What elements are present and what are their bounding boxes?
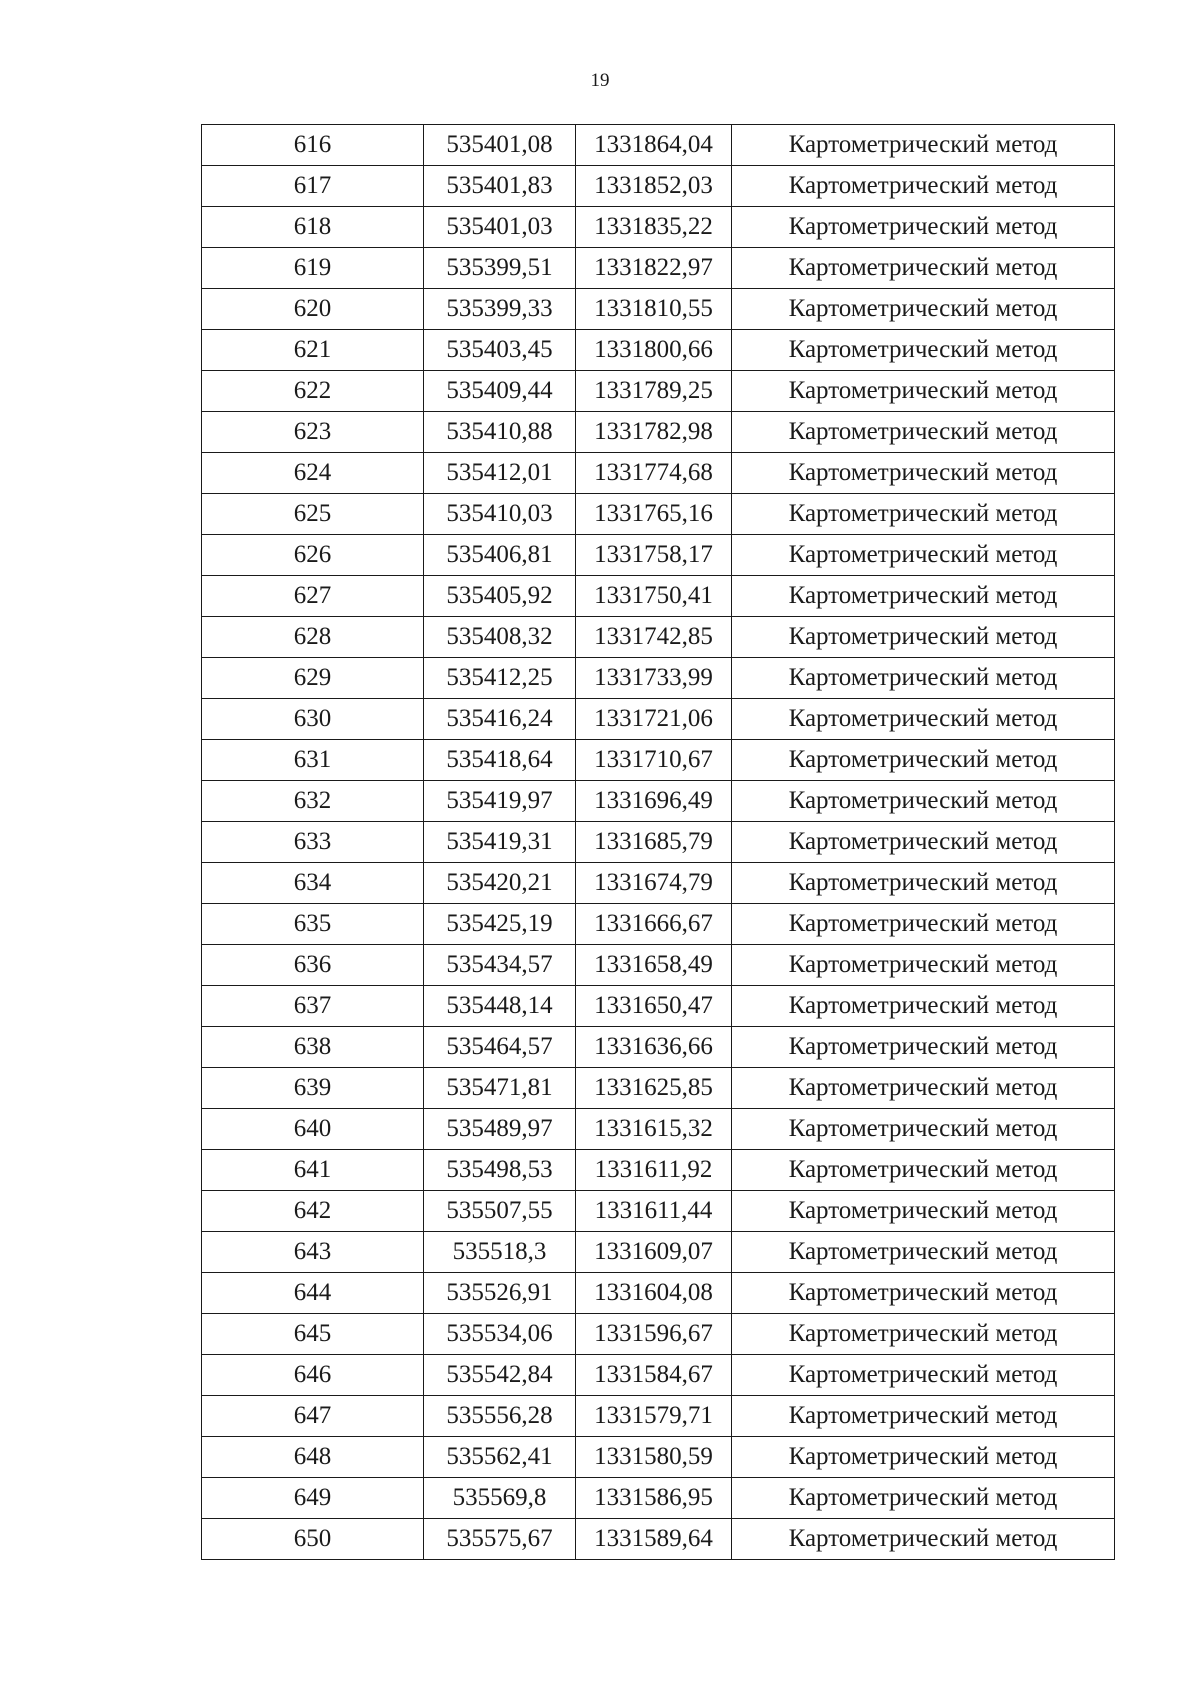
table-row <box>202 1314 1115 1355</box>
y-coordinate-cell: 1331750,41 <box>576 576 732 617</box>
point-number-cell: 633 <box>202 822 424 863</box>
method-cell: Картометрический метод <box>732 125 1115 166</box>
y-coordinate-cell: 1331765,16 <box>576 494 732 535</box>
y-coordinate-cell: 1331800,66 <box>576 330 732 371</box>
table-row <box>202 289 1115 330</box>
method-cell: Картометрический метод <box>732 453 1115 494</box>
x-coordinate-cell: 535425,19 <box>424 904 576 945</box>
table-row <box>202 1273 1115 1314</box>
point-number-cell: 624 <box>202 453 424 494</box>
x-coordinate-cell: 535419,97 <box>424 781 576 822</box>
table-row <box>202 1027 1115 1068</box>
table-row <box>202 207 1115 248</box>
x-coordinate-cell: 535419,31 <box>424 822 576 863</box>
y-coordinate-cell: 1331658,49 <box>576 945 732 986</box>
table-row <box>202 1109 1115 1150</box>
table-row <box>202 822 1115 863</box>
point-number-cell: 622 <box>202 371 424 412</box>
table-row <box>202 1396 1115 1437</box>
y-coordinate-cell: 1331742,85 <box>576 617 732 658</box>
x-coordinate-cell: 535416,24 <box>424 699 576 740</box>
point-number-cell: 631 <box>202 740 424 781</box>
y-coordinate-cell: 1331685,79 <box>576 822 732 863</box>
method-cell: Картометрический метод <box>732 1232 1115 1273</box>
y-coordinate-cell: 1331864,04 <box>576 125 732 166</box>
y-coordinate-cell: 1331584,67 <box>576 1355 732 1396</box>
y-coordinate-cell: 1331636,66 <box>576 1027 732 1068</box>
x-coordinate-cell: 535418,64 <box>424 740 576 781</box>
x-coordinate-cell: 535507,55 <box>424 1191 576 1232</box>
method-cell: Картометрический метод <box>732 863 1115 904</box>
table-row <box>202 1150 1115 1191</box>
point-number-cell: 641 <box>202 1150 424 1191</box>
x-coordinate-cell: 535401,03 <box>424 207 576 248</box>
method-cell: Картометрический метод <box>732 1519 1115 1560</box>
point-number-cell: 620 <box>202 289 424 330</box>
y-coordinate-cell: 1331609,07 <box>576 1232 732 1273</box>
x-coordinate-cell: 535408,32 <box>424 617 576 658</box>
coordinates-table <box>201 124 1115 1560</box>
method-cell: Картометрический метод <box>732 1109 1115 1150</box>
method-cell: Картометрический метод <box>732 658 1115 699</box>
method-cell: Картометрический метод <box>732 1355 1115 1396</box>
point-number-cell: 618 <box>202 207 424 248</box>
point-number-cell: 637 <box>202 986 424 1027</box>
method-cell: Картометрический метод <box>732 1273 1115 1314</box>
x-coordinate-cell: 535406,81 <box>424 535 576 576</box>
table-row <box>202 1437 1115 1478</box>
table-row <box>202 986 1115 1027</box>
table-row <box>202 863 1115 904</box>
x-coordinate-cell: 535489,97 <box>424 1109 576 1150</box>
x-coordinate-cell: 535399,33 <box>424 289 576 330</box>
method-cell: Картометрический метод <box>732 494 1115 535</box>
y-coordinate-cell: 1331604,08 <box>576 1273 732 1314</box>
x-coordinate-cell: 535534,06 <box>424 1314 576 1355</box>
method-cell: Картометрический метод <box>732 1437 1115 1478</box>
table-row <box>202 658 1115 699</box>
method-cell: Картометрический метод <box>732 781 1115 822</box>
method-cell: Картометрический метод <box>732 904 1115 945</box>
y-coordinate-cell: 1331625,85 <box>576 1068 732 1109</box>
y-coordinate-cell: 1331674,79 <box>576 863 732 904</box>
x-coordinate-cell: 535403,45 <box>424 330 576 371</box>
y-coordinate-cell: 1331789,25 <box>576 371 732 412</box>
point-number-cell: 644 <box>202 1273 424 1314</box>
y-coordinate-cell: 1331835,22 <box>576 207 732 248</box>
x-coordinate-cell: 535412,01 <box>424 453 576 494</box>
x-coordinate-cell: 535542,84 <box>424 1355 576 1396</box>
method-cell: Картометрический метод <box>732 576 1115 617</box>
y-coordinate-cell: 1331586,95 <box>576 1478 732 1519</box>
method-cell: Картометрический метод <box>732 371 1115 412</box>
method-cell: Картометрический метод <box>732 1150 1115 1191</box>
point-number-cell: 648 <box>202 1437 424 1478</box>
point-number-cell: 643 <box>202 1232 424 1273</box>
table-row <box>202 1068 1115 1109</box>
x-coordinate-cell: 535448,14 <box>424 986 576 1027</box>
method-cell: Картометрический метод <box>732 1478 1115 1519</box>
method-cell: Картометрический метод <box>732 1191 1115 1232</box>
point-number-cell: 617 <box>202 166 424 207</box>
y-coordinate-cell: 1331721,06 <box>576 699 732 740</box>
point-number-cell: 642 <box>202 1191 424 1232</box>
x-coordinate-cell: 535410,03 <box>424 494 576 535</box>
table-row <box>202 248 1115 289</box>
table-row <box>202 1232 1115 1273</box>
x-coordinate-cell: 535562,41 <box>424 1437 576 1478</box>
point-number-cell: 621 <box>202 330 424 371</box>
y-coordinate-cell: 1331774,68 <box>576 453 732 494</box>
point-number-cell: 636 <box>202 945 424 986</box>
y-coordinate-cell: 1331611,92 <box>576 1150 732 1191</box>
table-row <box>202 453 1115 494</box>
point-number-cell: 640 <box>202 1109 424 1150</box>
y-coordinate-cell: 1331596,67 <box>576 1314 732 1355</box>
x-coordinate-cell: 535569,8 <box>424 1478 576 1519</box>
coordinates-table-body <box>202 125 1115 1560</box>
x-coordinate-cell: 535526,91 <box>424 1273 576 1314</box>
method-cell: Картометрический метод <box>732 166 1115 207</box>
y-coordinate-cell: 1331580,59 <box>576 1437 732 1478</box>
point-number-cell: 638 <box>202 1027 424 1068</box>
x-coordinate-cell: 535410,88 <box>424 412 576 453</box>
x-coordinate-cell: 535471,81 <box>424 1068 576 1109</box>
y-coordinate-cell: 1331650,47 <box>576 986 732 1027</box>
point-number-cell: 645 <box>202 1314 424 1355</box>
y-coordinate-cell: 1331611,44 <box>576 1191 732 1232</box>
method-cell: Картометрический метод <box>732 330 1115 371</box>
table-row <box>202 125 1115 166</box>
table-row <box>202 371 1115 412</box>
y-coordinate-cell: 1331852,03 <box>576 166 732 207</box>
point-number-cell: 647 <box>202 1396 424 1437</box>
method-cell: Картометрический метод <box>732 740 1115 781</box>
table-row <box>202 904 1115 945</box>
method-cell: Картометрический метод <box>732 1068 1115 1109</box>
table-row <box>202 1478 1115 1519</box>
method-cell: Картометрический метод <box>732 1396 1115 1437</box>
point-number-cell: 616 <box>202 125 424 166</box>
method-cell: Картометрический метод <box>732 535 1115 576</box>
y-coordinate-cell: 1331589,64 <box>576 1519 732 1560</box>
x-coordinate-cell: 535409,44 <box>424 371 576 412</box>
y-coordinate-cell: 1331810,55 <box>576 289 732 330</box>
table-row <box>202 1355 1115 1396</box>
table-row <box>202 535 1115 576</box>
method-cell: Картометрический метод <box>732 412 1115 453</box>
table-row <box>202 494 1115 535</box>
x-coordinate-cell: 535464,57 <box>424 1027 576 1068</box>
point-number-cell: 649 <box>202 1478 424 1519</box>
y-coordinate-cell: 1331579,71 <box>576 1396 732 1437</box>
method-cell: Картометрический метод <box>732 1314 1115 1355</box>
x-coordinate-cell: 535420,21 <box>424 863 576 904</box>
point-number-cell: 632 <box>202 781 424 822</box>
point-number-cell: 630 <box>202 699 424 740</box>
point-number-cell: 619 <box>202 248 424 289</box>
point-number-cell: 629 <box>202 658 424 699</box>
point-number-cell: 625 <box>202 494 424 535</box>
x-coordinate-cell: 535401,83 <box>424 166 576 207</box>
method-cell: Картометрический метод <box>732 248 1115 289</box>
point-number-cell: 634 <box>202 863 424 904</box>
method-cell: Картометрический метод <box>732 617 1115 658</box>
y-coordinate-cell: 1331666,67 <box>576 904 732 945</box>
y-coordinate-cell: 1331822,97 <box>576 248 732 289</box>
table-row <box>202 740 1115 781</box>
y-coordinate-cell: 1331782,98 <box>576 412 732 453</box>
point-number-cell: 635 <box>202 904 424 945</box>
method-cell: Картометрический метод <box>732 207 1115 248</box>
x-coordinate-cell: 535556,28 <box>424 1396 576 1437</box>
method-cell: Картометрический метод <box>732 945 1115 986</box>
x-coordinate-cell: 535405,92 <box>424 576 576 617</box>
method-cell: Картометрический метод <box>732 1027 1115 1068</box>
point-number-cell: 626 <box>202 535 424 576</box>
method-cell: Картометрический метод <box>732 289 1115 330</box>
point-number-cell: 628 <box>202 617 424 658</box>
y-coordinate-cell: 1331758,17 <box>576 535 732 576</box>
table-row <box>202 945 1115 986</box>
table-row <box>202 1519 1115 1560</box>
method-cell: Картометрический метод <box>732 822 1115 863</box>
point-number-cell: 627 <box>202 576 424 617</box>
page-number: 19 <box>590 70 610 91</box>
x-coordinate-cell: 535401,08 <box>424 125 576 166</box>
y-coordinate-cell: 1331733,99 <box>576 658 732 699</box>
table-row <box>202 1191 1115 1232</box>
table-row <box>202 166 1115 207</box>
y-coordinate-cell: 1331615,32 <box>576 1109 732 1150</box>
x-coordinate-cell: 535498,53 <box>424 1150 576 1191</box>
point-number-cell: 639 <box>202 1068 424 1109</box>
x-coordinate-cell: 535575,67 <box>424 1519 576 1560</box>
method-cell: Картометрический метод <box>732 699 1115 740</box>
point-number-cell: 623 <box>202 412 424 453</box>
point-number-cell: 646 <box>202 1355 424 1396</box>
method-cell: Картометрический метод <box>732 986 1115 1027</box>
x-coordinate-cell: 535434,57 <box>424 945 576 986</box>
table-row <box>202 330 1115 371</box>
x-coordinate-cell: 535518,3 <box>424 1232 576 1273</box>
x-coordinate-cell: 535412,25 <box>424 658 576 699</box>
point-number-cell: 650 <box>202 1519 424 1560</box>
y-coordinate-cell: 1331696,49 <box>576 781 732 822</box>
table-row <box>202 699 1115 740</box>
y-coordinate-cell: 1331710,67 <box>576 740 732 781</box>
table-row <box>202 576 1115 617</box>
x-coordinate-cell: 535399,51 <box>424 248 576 289</box>
table-row <box>202 617 1115 658</box>
table-row <box>202 781 1115 822</box>
table-row <box>202 412 1115 453</box>
